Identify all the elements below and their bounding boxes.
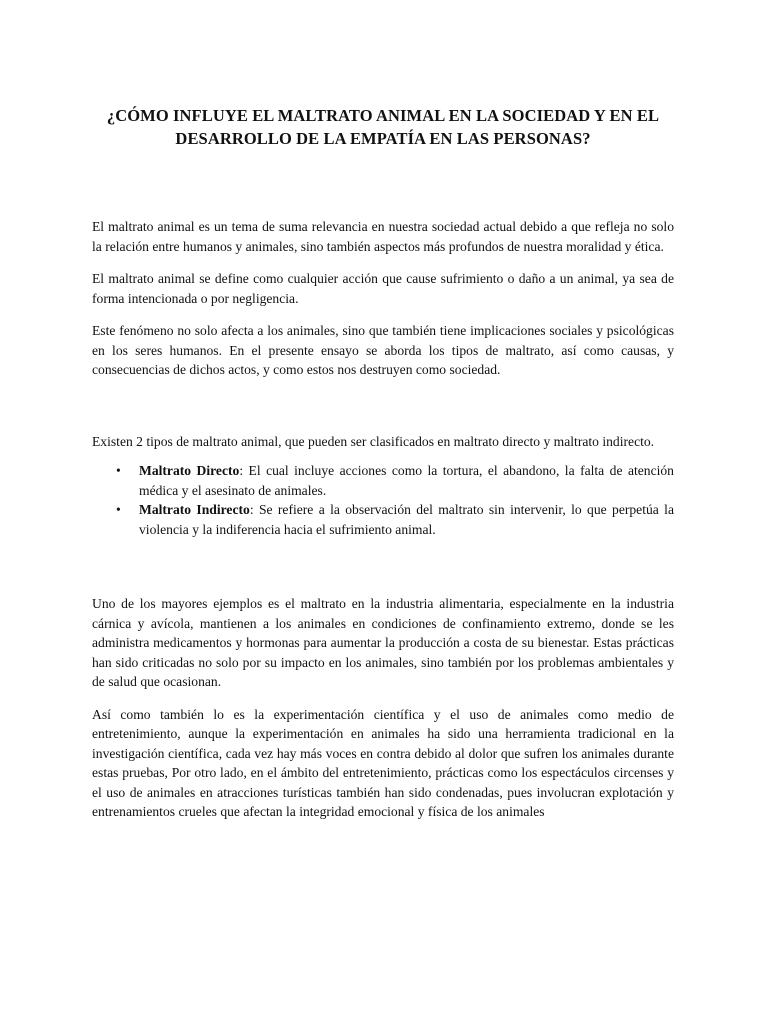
types-list: [92, 461, 674, 539]
bullet-text: : El cual incluye acciones como la tortura, el abandono, la falta de atención médica y el asesinato de animales.: [139, 463, 674, 498]
bullet-icon: •: [116, 463, 121, 478]
intro-paragraph-3: Este fenómeno no solo afecta a los animales, sino que también tiene implicaciones sociales y psicológicas en los seres humanos. En el presente ensayo se aborda los tipos de maltrato, así como causas, y consecuencias de dichos actos, y como estos nos destruyen como sociedad.: [92, 323, 674, 377]
intro-paragraph-2: El maltrato animal se define como cualquier acción que cause sufrimiento o daño a un animal, ya sea de forma intencionada o por negligencia.: [92, 271, 674, 306]
bullet-icon: •: [116, 502, 121, 517]
section-spacer: [92, 539, 674, 594]
example-paragraph-1: Uno de los mayores ejemplos es el maltrato en la industria alimentaria, especialmente en la industria cárnica y avícola, mantienen a los animales en condiciones de confinamiento extremo, donde se les administra medicamentos y hormonas para aumentar la producción a costa de su bienestar. Estas prácticas han sido criticadas no solo por su impacto en los animales, sino también por los problemas ambientales y de salud que ocasionan.: [92, 596, 674, 689]
list-item: [92, 500, 674, 539]
document-page: [92, 104, 674, 822]
bullet-text: : Se refiere a la observación del maltrato sin intervenir, lo que perpetúa la violencia y la indiferencia hacia el sufrimiento animal.: [139, 502, 674, 537]
bullet-term: Maltrato Directo: [139, 463, 240, 478]
types-intro-paragraph: Existen 2 tipos de maltrato animal, que pueden ser clasificados en maltrato directo y maltrato indirecto.: [92, 433, 655, 449]
example-paragraph-2: Así como también lo es la experimentación científica y el uso de animales como medio de entretenimiento, aunque la experimentación en animales ha sido una herramienta tradicional en la investigación científica, cada vez hay más voces en contra debido al dolor que sufren los animales durante estas pruebas, Por otro lado, en el ámbito del entretenimiento, prácticas como los espectáculos circenses y el uso de animales en atracciones turísticas también han sido condenadas, pues involucran explotación y entrenamientos crueles que afectan la integridad emocional y física de los animales: [92, 706, 674, 819]
document-title: ¿CÓMO INFLUYE EL MALTRATO ANIMAL EN LA SOCIEDAD Y EN EL DESARROLLO DE LA EMPATÍA EN LAS PERSONAS?: [106, 106, 660, 148]
list-item: [92, 461, 674, 500]
bullet-term: Maltrato Indirecto: [139, 502, 250, 517]
intro-paragraph-1: El maltrato animal es un tema de suma relevancia en nuestra sociedad actual debido a que refleja no solo la relación entre humanos y animales, sino también aspectos más profundos de nuestra moralidad y ética.: [92, 219, 674, 254]
